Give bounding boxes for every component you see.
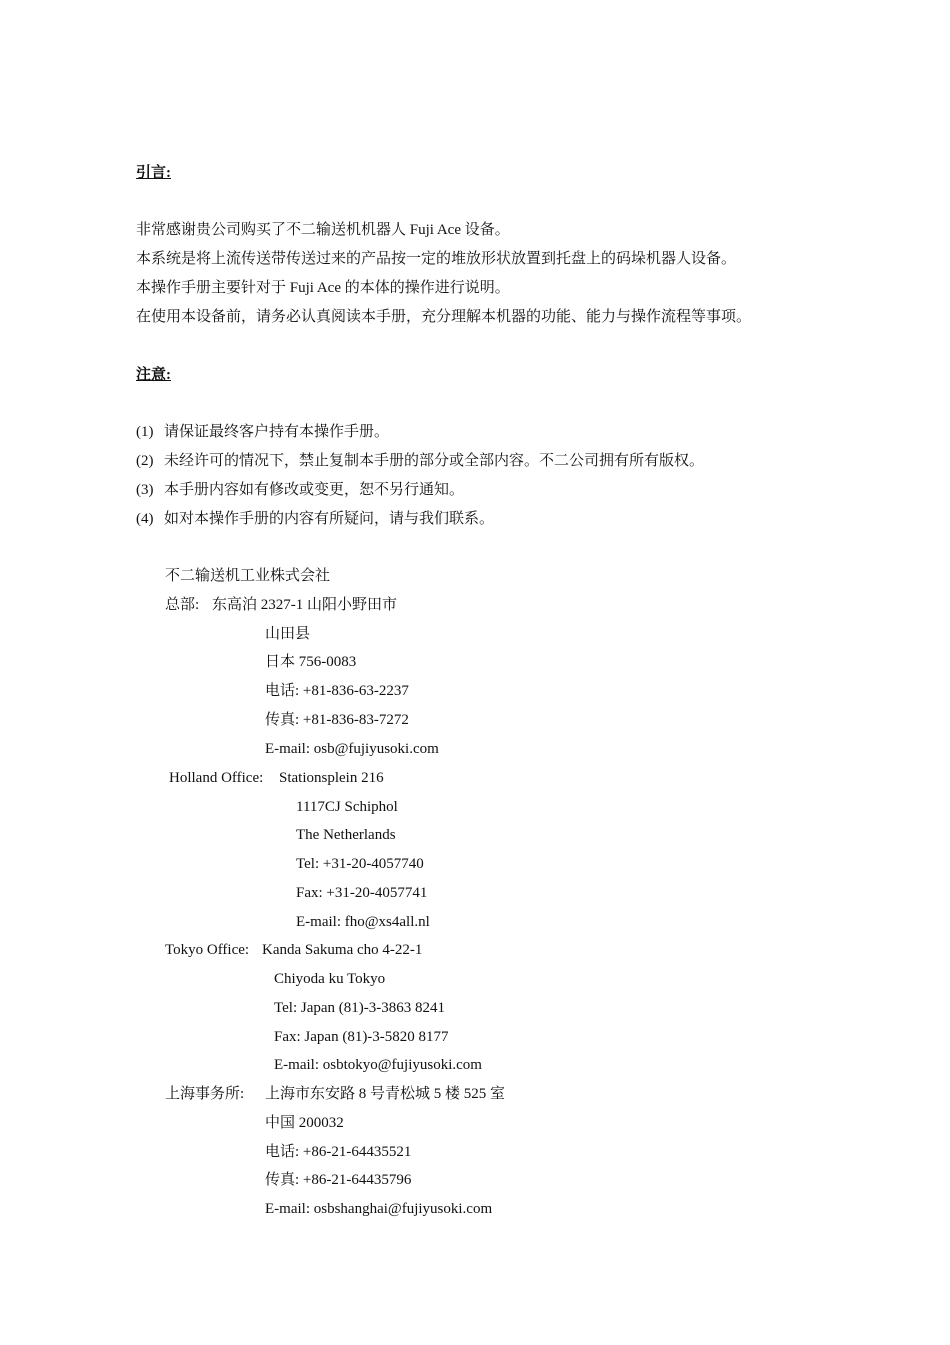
notice-item-number: (3): [136, 482, 154, 498]
notice-item: [136, 480, 464, 500]
shanghai-address-line: 中国 200032: [265, 1115, 344, 1131]
notice-item: [136, 451, 704, 471]
hq-address-line: 日本 756-0083: [265, 654, 357, 670]
holland-phone: Tel: +31-20-4057740: [296, 856, 424, 872]
holland-address-line: 1117CJ Schiphol: [296, 799, 398, 815]
notice-item-number: (4): [136, 511, 154, 527]
holland-email: E-mail: fho@xs4all.nl: [296, 914, 430, 930]
hq-fax: 传真: +81-836-83-7272: [265, 712, 409, 728]
holland-address-line: Stationsplein 216: [279, 770, 384, 786]
notice-item-text: 未经许可的情况下，禁止复制本手册的部分或全部内容。不二公司拥有所有版权。: [164, 453, 705, 469]
hq-label: 总部:: [165, 597, 200, 613]
notice-item-number: (1): [136, 424, 154, 440]
tokyo-address-line: Kanda Sakuma cho 4-22-1: [262, 942, 423, 958]
tokyo-phone: Tel: Japan (81)-3-3863 8241: [274, 1000, 445, 1016]
intro-heading: 引言:: [136, 165, 171, 181]
shanghai-email: E-mail: osbshanghai@fujiyusoki.com: [265, 1201, 493, 1217]
notice-item-text: 本手册内容如有修改或变更，恕不另行通知。: [164, 482, 465, 498]
tokyo-email: E-mail: osbtokyo@fujiyusoki.com: [274, 1057, 482, 1073]
tokyo-fax: Fax: Japan (81)-3-5820 8177: [274, 1029, 449, 1045]
intro-paragraph: 在使用本设备前，请务必认真阅读本手册，充分理解本机器的功能、能力与操作流程等事项。: [136, 309, 752, 325]
holland-address-line: The Netherlands: [296, 827, 396, 843]
company-name: 不二输送机工业株式会社: [165, 568, 331, 584]
notice-item: [136, 509, 494, 529]
holland-label: Holland Office:: [169, 770, 264, 786]
intro-paragraph: 本系统是将上流传送带传送过来的产品按一定的堆放形状放置到托盘上的码垛机器人设备。: [136, 251, 737, 267]
hq-address-line: 山田县: [265, 626, 311, 642]
hq-email: E-mail: osb@fujiyusoki.com: [265, 741, 439, 757]
hq-address-line: 东高泊 2327-1 山阳小野田市: [212, 597, 397, 613]
tokyo-label: Tokyo Office:: [165, 942, 250, 958]
notice-heading: 注意:: [136, 367, 171, 383]
holland-fax: Fax: +31-20-4057741: [296, 885, 428, 901]
tokyo-address-line: Chiyoda ku Tokyo: [274, 971, 386, 987]
intro-paragraph: 本操作手册主要针对于 Fuji Ace 的本体的操作进行说明。: [136, 280, 510, 296]
shanghai-address-line: 上海市东安路 8 号青松城 5 楼 525 室: [265, 1086, 506, 1102]
intro-paragraph: 非常感谢贵公司购买了不二输送机机器人 Fuji Ace 设备。: [136, 222, 510, 238]
shanghai-fax: 传真: +86-21-64435796: [265, 1172, 412, 1188]
hq-phone: 电话: +81-836-63-2237: [265, 683, 409, 699]
notice-item-text: 请保证最终客户持有本操作手册。: [164, 424, 390, 440]
notice-item: [136, 422, 389, 442]
shanghai-label: 上海事务所:: [165, 1086, 245, 1102]
notice-item-text: 如对本操作手册的内容有所疑问，请与我们联系。: [164, 511, 495, 527]
shanghai-phone: 电话: +86-21-64435521: [265, 1144, 412, 1160]
notice-item-number: (2): [136, 453, 154, 469]
